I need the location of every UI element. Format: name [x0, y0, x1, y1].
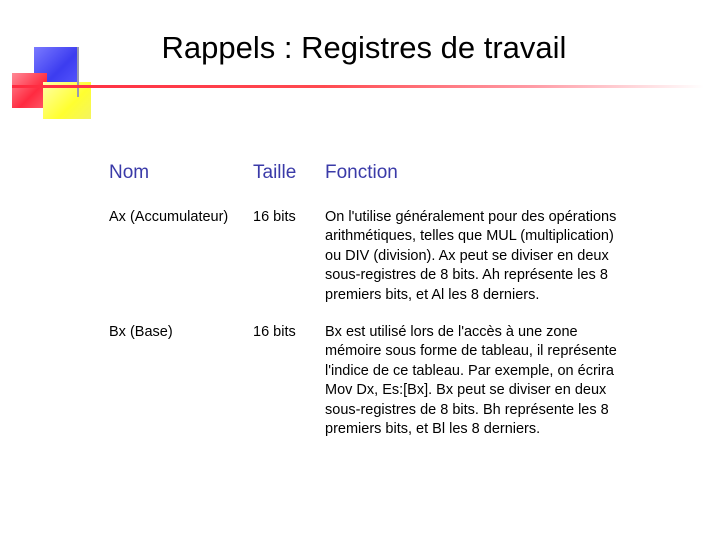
register-size: 16 bits [253, 209, 296, 225]
register-description: (Accumulateur) [129, 209, 229, 225]
column-header-function: Fonction [325, 162, 398, 183]
function-line: arithmétiques, telles que MUL (multiplication) [325, 228, 614, 245]
register-size: 16 bits [253, 324, 296, 340]
function-line: sous-registres de 8 bits. Bh représente les 8 [325, 401, 609, 418]
title-underline [12, 85, 704, 88]
register-name: Ax [109, 209, 126, 225]
function-line: premiers bits, et Bl les 8 derniers. [325, 421, 541, 438]
function-line: mémoire sous forme de tableau, il représente [325, 343, 617, 360]
function-line: premiers bits, et Al les 8 derniers. [325, 286, 540, 303]
register-name-cell [109, 208, 228, 227]
register-name: Bx [109, 324, 126, 340]
column-header-size: Taille [253, 162, 297, 183]
function-line: Bx est utilisé lors de l'accès à une zone [325, 324, 578, 340]
decor-red-square [12, 73, 47, 108]
function-line: ou DIV (division). Ax peut se diviser en deux [325, 247, 609, 264]
function-line: Mov Dx, Es:[Bx]. Bx peut se diviser en deux [325, 382, 607, 399]
register-function [325, 323, 655, 439]
register-description: (Base) [129, 324, 173, 340]
function-line: sous-registres de 8 bits. Ah représente les 8 [325, 267, 608, 284]
slide-title: Rappels : Registres de travail [161, 30, 567, 65]
column-header-name: Nom [109, 162, 150, 183]
register-function [325, 208, 655, 305]
function-line: l'indice de ce tableau. Par exemple, on écrira [325, 362, 614, 379]
function-line: On l'utilise généralement pour des opérations [325, 209, 617, 225]
register-name-cell [109, 323, 173, 342]
